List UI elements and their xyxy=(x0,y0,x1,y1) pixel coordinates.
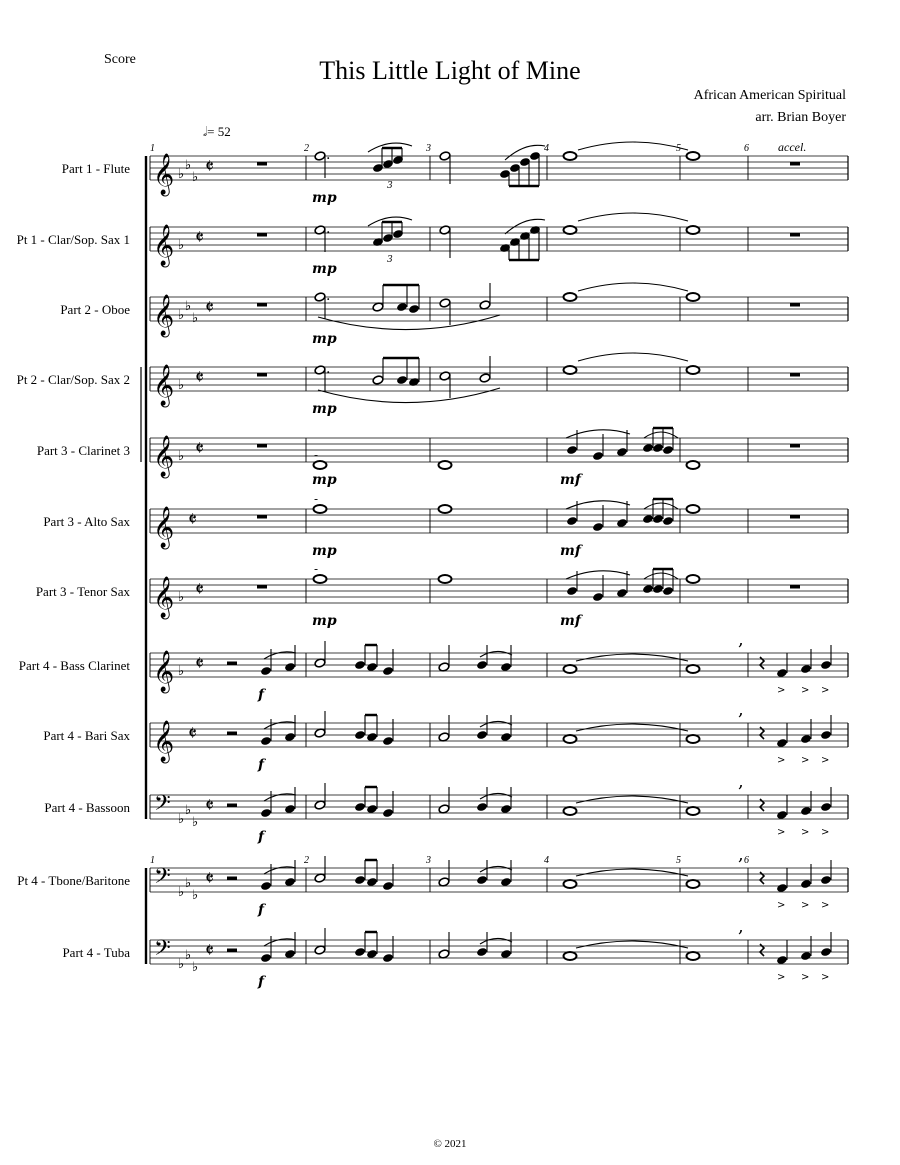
note-head xyxy=(284,804,296,814)
part-label: Part 4 - Bassoon xyxy=(44,800,130,815)
whole-rest xyxy=(790,303,800,307)
note-head xyxy=(284,662,296,672)
slur xyxy=(480,938,512,944)
tempo-value: = 52 xyxy=(207,124,231,139)
whole-note xyxy=(687,293,700,301)
arranger-credit: arr. Brian Boyer xyxy=(755,110,846,125)
note-head xyxy=(314,151,326,161)
slur xyxy=(480,721,512,727)
part-label: Part 2 - Oboe xyxy=(60,302,130,317)
note-head xyxy=(500,949,512,959)
accent-mark: > xyxy=(777,685,786,696)
whole-rest xyxy=(790,444,800,448)
whole-rest xyxy=(257,162,267,166)
note-head xyxy=(642,514,654,524)
slur xyxy=(576,869,688,876)
note-head xyxy=(382,808,394,818)
flat-icon: ♭ xyxy=(192,888,199,903)
whole-note xyxy=(687,461,700,469)
treble-clef-icon: 𝄞 xyxy=(153,295,175,336)
dynamic-marking: mf xyxy=(560,472,581,488)
note-head xyxy=(382,881,394,891)
accent-mark: > xyxy=(821,755,830,766)
part-label: Part 3 - Clarinet 3 xyxy=(36,443,130,458)
whole-note xyxy=(564,952,577,960)
flat-icon: ♭ xyxy=(185,803,192,818)
piece-title: This Little Light of Mine xyxy=(319,56,581,85)
slur xyxy=(578,283,688,291)
note-head xyxy=(652,584,664,594)
cut-time-icon: 𝄵 xyxy=(195,225,204,249)
whole-note xyxy=(439,461,452,469)
cut-time-icon: 𝄵 xyxy=(195,651,204,675)
whole-note xyxy=(564,152,577,160)
note-head xyxy=(662,516,674,526)
note-head xyxy=(642,584,654,594)
note-head xyxy=(366,662,378,672)
note-head xyxy=(592,592,604,602)
cut-time-icon: 𝄵 xyxy=(205,938,214,962)
note-head xyxy=(479,373,491,383)
breath-mark: , xyxy=(738,629,744,650)
half-rest xyxy=(227,732,237,736)
triplet-number: 3 xyxy=(387,255,393,265)
cut-time-icon: 𝄵 xyxy=(195,436,204,460)
whole-rest xyxy=(790,585,800,589)
whole-rest xyxy=(790,162,800,166)
whole-note xyxy=(564,366,577,374)
note-head xyxy=(800,664,812,674)
whole-note xyxy=(687,807,700,815)
measure-number: 6 xyxy=(744,143,749,154)
note-head xyxy=(476,947,488,957)
cut-time-icon: 𝄵 xyxy=(205,866,214,890)
dynamic-marking: mp xyxy=(312,613,337,629)
dynamic-marking: mp xyxy=(312,401,337,417)
note-head xyxy=(284,877,296,887)
note-head xyxy=(382,666,394,676)
note-head xyxy=(820,660,832,670)
note-head xyxy=(776,668,788,678)
whole-note xyxy=(687,505,700,513)
score-label: Score xyxy=(104,52,136,67)
measure-number: 1 xyxy=(150,143,155,154)
accent-mark: > xyxy=(801,827,810,838)
cut-time-icon: 𝄵 xyxy=(205,793,214,817)
flat-icon: ♭ xyxy=(192,815,199,830)
breath-mark: , xyxy=(738,916,744,937)
cut-time-icon: 𝄵 xyxy=(205,154,214,178)
note-head xyxy=(476,875,488,885)
whole-note xyxy=(687,575,700,583)
note-head xyxy=(566,586,578,596)
note-head xyxy=(662,586,674,596)
cut-time-icon: 𝄵 xyxy=(188,507,197,531)
part-label: Part 4 - Bass Clarinet xyxy=(18,658,130,673)
accel-marking: accel. xyxy=(778,140,807,154)
note-head xyxy=(476,730,488,740)
note-head xyxy=(366,877,378,887)
note-head xyxy=(354,660,366,670)
flat-icon: ♭ xyxy=(178,308,185,323)
half-rest xyxy=(227,662,237,666)
part-label: Part 4 - Bari Sax xyxy=(43,728,130,743)
cut-time-icon: 𝄵 xyxy=(195,577,204,601)
note-head xyxy=(366,804,378,814)
accent-mark: > xyxy=(821,972,830,983)
note-head xyxy=(382,953,394,963)
note-head xyxy=(652,443,664,453)
whole-note xyxy=(687,880,700,888)
tenuto: - xyxy=(314,448,319,462)
note-head xyxy=(260,953,272,963)
whole-note xyxy=(564,880,577,888)
note-head xyxy=(354,802,366,812)
note-head xyxy=(372,375,384,385)
accent-mark: > xyxy=(801,900,810,911)
whole-note xyxy=(687,952,700,960)
whole-note xyxy=(564,293,577,301)
flat-icon: ♭ xyxy=(192,170,199,185)
treble-clef-icon: 𝄞 xyxy=(153,721,175,762)
accent-mark: > xyxy=(801,972,810,983)
note-head xyxy=(372,302,384,312)
note-head xyxy=(500,732,512,742)
slur xyxy=(576,941,688,948)
copyright: © 2021 xyxy=(433,1138,467,1150)
dynamic-marking: mf xyxy=(560,613,581,629)
half-rest xyxy=(227,804,237,808)
note-head xyxy=(439,371,451,381)
dynamic-marking: mp xyxy=(312,472,337,488)
note-head xyxy=(438,662,450,672)
accent-mark: > xyxy=(821,900,830,911)
dynamic-marking: mp xyxy=(312,190,337,206)
flat-icon: ♭ xyxy=(185,158,192,173)
slur xyxy=(578,213,688,221)
flat-icon: ♭ xyxy=(178,812,185,827)
bass-clef-icon: 𝄢 xyxy=(154,864,171,894)
note-head xyxy=(354,947,366,957)
note-head xyxy=(354,730,366,740)
accent-mark: > xyxy=(821,685,830,696)
measure-number: 6 xyxy=(744,855,749,866)
note-head xyxy=(652,514,664,524)
measure-number: 4 xyxy=(544,855,549,866)
part-label: Part 3 - Alto Sax xyxy=(43,514,130,529)
note-head xyxy=(314,225,326,235)
note-head xyxy=(479,300,491,310)
note-head xyxy=(314,658,326,668)
measure-number: 3 xyxy=(426,855,431,866)
whole-rest xyxy=(257,303,267,307)
note-head xyxy=(500,662,512,672)
flat-icon: ♭ xyxy=(178,238,185,253)
note-head xyxy=(820,802,832,812)
whole-note xyxy=(687,665,700,673)
whole-rest xyxy=(790,515,800,519)
note-head xyxy=(260,881,272,891)
note-head xyxy=(776,883,788,893)
measure-number: 4 xyxy=(544,143,549,154)
treble-clef-icon: 𝄞 xyxy=(153,365,175,406)
note-head xyxy=(566,445,578,455)
cut-time-icon: 𝄵 xyxy=(188,721,197,745)
note-head xyxy=(616,447,628,457)
slur xyxy=(576,724,688,731)
cut-time-icon: 𝄵 xyxy=(205,295,214,319)
dynamic-marking: mp xyxy=(312,261,337,277)
dot: . xyxy=(326,361,331,377)
whole-rest xyxy=(257,233,267,237)
composer-credit: African American Spiritual xyxy=(693,88,846,103)
note-head xyxy=(776,810,788,820)
whole-note xyxy=(564,665,577,673)
whole-note xyxy=(564,735,577,743)
dynamic-marking: mf xyxy=(560,543,581,559)
whole-rest xyxy=(790,233,800,237)
slur xyxy=(578,142,688,150)
accent-mark: > xyxy=(777,900,786,911)
slur xyxy=(566,430,630,438)
note-head xyxy=(776,738,788,748)
note-head xyxy=(592,451,604,461)
measure-number: 1 xyxy=(150,855,155,866)
slur xyxy=(318,315,500,330)
flat-icon: ♭ xyxy=(185,299,192,314)
note-head xyxy=(820,730,832,740)
flat-icon: ♭ xyxy=(178,449,185,464)
note-head xyxy=(800,951,812,961)
whole-note xyxy=(439,575,452,583)
note-head xyxy=(476,802,488,812)
note-head xyxy=(408,304,420,314)
note-head xyxy=(800,879,812,889)
dynamic-marking: mp xyxy=(312,543,337,559)
whole-note xyxy=(687,735,700,743)
measure-number: 3 xyxy=(426,143,431,154)
whole-rest xyxy=(790,373,800,377)
accent-mark: > xyxy=(821,827,830,838)
accent-mark: > xyxy=(801,685,810,696)
slur xyxy=(566,501,630,509)
note-head xyxy=(260,666,272,676)
whole-rest xyxy=(257,515,267,519)
part-label: Part 4 - Tuba xyxy=(62,945,130,960)
slur xyxy=(480,866,512,872)
whole-note xyxy=(564,226,577,234)
flat-icon: ♭ xyxy=(192,960,199,975)
measure-number: 2 xyxy=(304,143,309,154)
dot: . xyxy=(326,147,331,163)
note-head xyxy=(260,736,272,746)
flat-icon: ♭ xyxy=(185,948,192,963)
note-head xyxy=(500,804,512,814)
note-head xyxy=(314,365,326,375)
note-head xyxy=(820,875,832,885)
note-head xyxy=(314,292,326,302)
part-label: Pt 4 - Tbone/Baritone xyxy=(17,873,130,888)
measure-number: 2 xyxy=(304,855,309,866)
note-head xyxy=(500,877,512,887)
breath-mark: , xyxy=(738,699,744,720)
accent-mark: > xyxy=(777,755,786,766)
dynamic-marking: f xyxy=(258,829,265,845)
note-head xyxy=(284,732,296,742)
treble-clef-icon: 𝄞 xyxy=(153,436,175,477)
breath-mark: , xyxy=(738,771,744,792)
measure-number: 5 xyxy=(676,143,681,154)
note-head xyxy=(566,516,578,526)
flat-icon: ♭ xyxy=(178,664,185,679)
whole-rest xyxy=(257,585,267,589)
note-head xyxy=(820,947,832,957)
treble-clef-icon: 𝄞 xyxy=(153,154,175,195)
note-head xyxy=(314,873,326,883)
whole-note xyxy=(687,152,700,160)
half-rest xyxy=(227,877,237,881)
flat-icon: ♭ xyxy=(178,957,185,972)
note-head xyxy=(476,660,488,670)
treble-clef-icon: 𝄞 xyxy=(153,577,175,618)
note-head xyxy=(314,728,326,738)
slur xyxy=(480,651,512,657)
slur xyxy=(578,353,688,361)
flat-icon: ♭ xyxy=(185,876,192,891)
half-rest xyxy=(227,949,237,953)
whole-note xyxy=(314,461,327,469)
slur xyxy=(576,796,688,803)
note-head xyxy=(314,800,326,810)
tenuto: - xyxy=(314,562,319,576)
measure-number: 5 xyxy=(676,855,681,866)
bass-clef-icon: 𝄢 xyxy=(154,791,171,821)
note-head xyxy=(616,518,628,528)
note-head xyxy=(776,955,788,965)
treble-clef-icon: 𝄞 xyxy=(153,507,175,548)
treble-clef-icon: 𝄞 xyxy=(153,651,175,692)
triplet-number: 3 xyxy=(387,181,393,191)
flat-icon: ♭ xyxy=(178,167,185,182)
note-head xyxy=(438,949,450,959)
dot: . xyxy=(326,221,331,237)
note-head xyxy=(642,443,654,453)
whole-note xyxy=(314,505,327,513)
slur xyxy=(480,793,512,799)
note-head xyxy=(439,151,451,161)
flat-icon: ♭ xyxy=(178,378,185,393)
note-head xyxy=(438,804,450,814)
note-head xyxy=(438,877,450,887)
note-head xyxy=(396,302,408,312)
note-head xyxy=(366,732,378,742)
note-head xyxy=(800,806,812,816)
note-head xyxy=(382,736,394,746)
dynamic-marking: mp xyxy=(312,331,337,347)
note-head xyxy=(800,734,812,744)
flat-icon: ♭ xyxy=(192,311,199,326)
note-head xyxy=(408,377,420,387)
slur xyxy=(318,388,500,403)
dynamic-marking: f xyxy=(258,974,265,990)
dynamic-marking: f xyxy=(258,687,265,703)
part-label: Part 3 - Tenor Sax xyxy=(35,584,130,599)
part-label: Pt 2 - Clar/Sop. Sax 2 xyxy=(16,372,130,387)
accent-mark: > xyxy=(801,755,810,766)
note-head xyxy=(396,375,408,385)
note-head xyxy=(438,732,450,742)
note-head xyxy=(260,808,272,818)
flat-icon: ♭ xyxy=(178,885,185,900)
flat-icon: ♭ xyxy=(178,590,185,605)
dynamic-marking: f xyxy=(258,757,265,773)
dynamic-marking: f xyxy=(258,902,265,918)
accent-mark: > xyxy=(777,827,786,838)
half-note-icon: 𝅗𝅥 xyxy=(203,124,208,139)
note-head xyxy=(354,875,366,885)
tenuto: - xyxy=(314,492,319,506)
cut-time-icon: 𝄵 xyxy=(195,365,204,389)
whole-rest xyxy=(257,373,267,377)
part-label: Part 1 - Flute xyxy=(61,161,130,176)
part-label: Pt 1 - Clar/Sop. Sax 1 xyxy=(16,232,130,247)
whole-rest xyxy=(257,444,267,448)
bass-clef-icon: 𝄢 xyxy=(154,936,171,966)
note-head xyxy=(616,588,628,598)
note-head xyxy=(366,949,378,959)
note-head xyxy=(439,225,451,235)
note-head xyxy=(439,298,451,308)
note-head xyxy=(284,949,296,959)
dot: . xyxy=(326,288,331,304)
slur xyxy=(566,571,630,579)
note-head xyxy=(592,522,604,532)
whole-note xyxy=(314,575,327,583)
note-head xyxy=(314,945,326,955)
whole-note xyxy=(687,366,700,374)
treble-clef-icon: 𝄞 xyxy=(153,225,175,266)
note-head xyxy=(662,445,674,455)
accent-mark: > xyxy=(777,972,786,983)
whole-note xyxy=(439,505,452,513)
whole-note xyxy=(564,807,577,815)
slur xyxy=(576,654,688,661)
whole-note xyxy=(687,226,700,234)
breath-mark: , xyxy=(738,844,744,865)
